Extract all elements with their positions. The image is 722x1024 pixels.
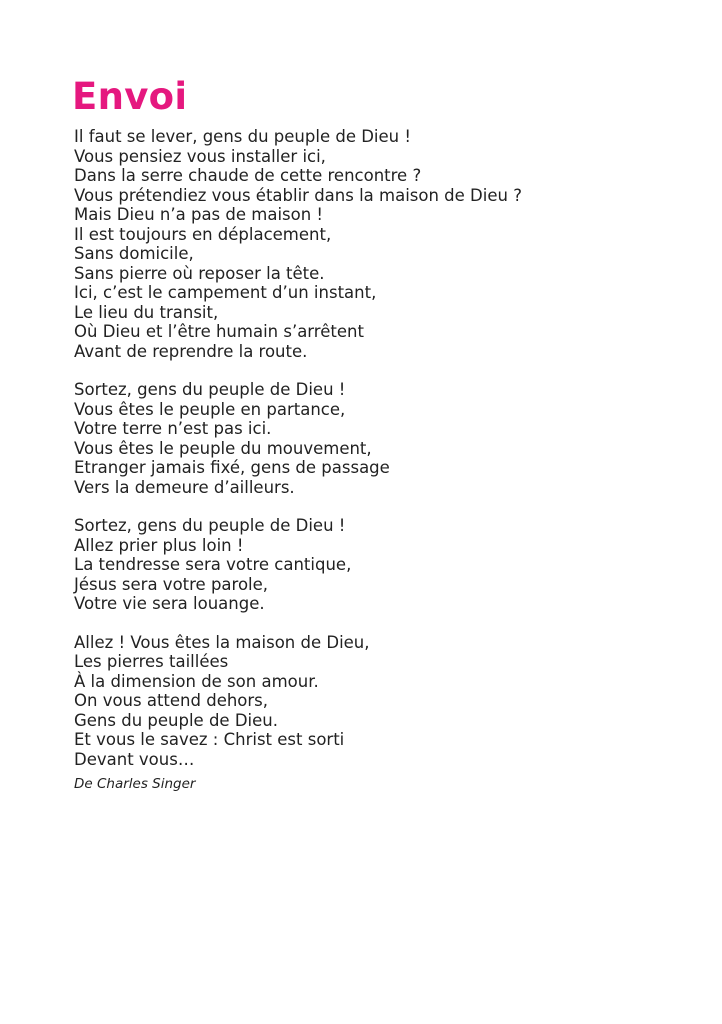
- poem-line: Mais Dieu n’a pas de maison !: [74, 205, 324, 224]
- poem-line: Gens du peuple de Dieu.: [74, 710, 278, 730]
- poem-line: Vers la demeure d’ailleurs.: [74, 477, 295, 497]
- poem-line: À la dimension de son amour.: [74, 671, 319, 691]
- poem-line: Vous prétendiez vous établir dans la maison de Dieu ?: [74, 185, 522, 205]
- poem-line: Le lieu du transit,: [74, 302, 219, 322]
- poem-line: Vous êtes le peuple en partance,: [74, 399, 346, 419]
- poem-line: Avant de reprendre la route.: [74, 341, 308, 361]
- poem-line: Votre vie sera louange.: [74, 594, 265, 613]
- poem-line: La tendresse sera votre cantique,: [74, 555, 352, 574]
- poem-line: Sans pierre où reposer la tête.: [74, 263, 325, 283]
- poem-line: Et vous le savez : Christ est sorti: [74, 730, 345, 749]
- poem-line: Jésus sera votre parole,: [74, 574, 269, 594]
- author-signature: De Charles Singer: [74, 776, 196, 792]
- poem-line: Vous pensiez vous installer ici,: [74, 146, 326, 166]
- poem-line: Dans la serre chaude de cette rencontre ?: [74, 166, 422, 185]
- poem-line: Vous êtes le peuple du mouvement,: [74, 438, 372, 458]
- page-title: Envoi: [72, 75, 188, 118]
- poem-line: Votre terre n’est pas ici.: [74, 419, 272, 438]
- poem-line: On vous attend dehors,: [74, 691, 269, 710]
- poem-line: Sans domicile,: [74, 244, 194, 263]
- poem-body: [74, 127, 694, 788]
- poem-line: Les pierres taillées: [74, 652, 229, 671]
- poem-stanza: [74, 380, 694, 497]
- poem-stanza: [74, 127, 694, 361]
- poem-line: Allez ! Vous êtes la maison de Dieu,: [74, 632, 370, 652]
- poem-stanza: [74, 516, 694, 614]
- poem-line: Allez prier plus loin !: [74, 535, 244, 555]
- poem-line: Etranger jamais fixé, gens de passage: [74, 458, 390, 477]
- poem-line: Où Dieu et l’être humain s’arrêtent: [74, 322, 364, 341]
- poem-line: Sortez, gens du peuple de Dieu !: [74, 516, 346, 535]
- poem-line: Il faut se lever, gens du peuple de Dieu !: [74, 127, 411, 146]
- poem-stanza: [74, 633, 694, 770]
- poem-line: Il est toujours en déplacement,: [74, 224, 332, 244]
- poem-line: Sortez, gens du peuple de Dieu !: [74, 380, 346, 399]
- poem-line: Ici, c’est le campement d’un instant,: [74, 283, 377, 302]
- poem-line: Devant vous…: [74, 749, 195, 769]
